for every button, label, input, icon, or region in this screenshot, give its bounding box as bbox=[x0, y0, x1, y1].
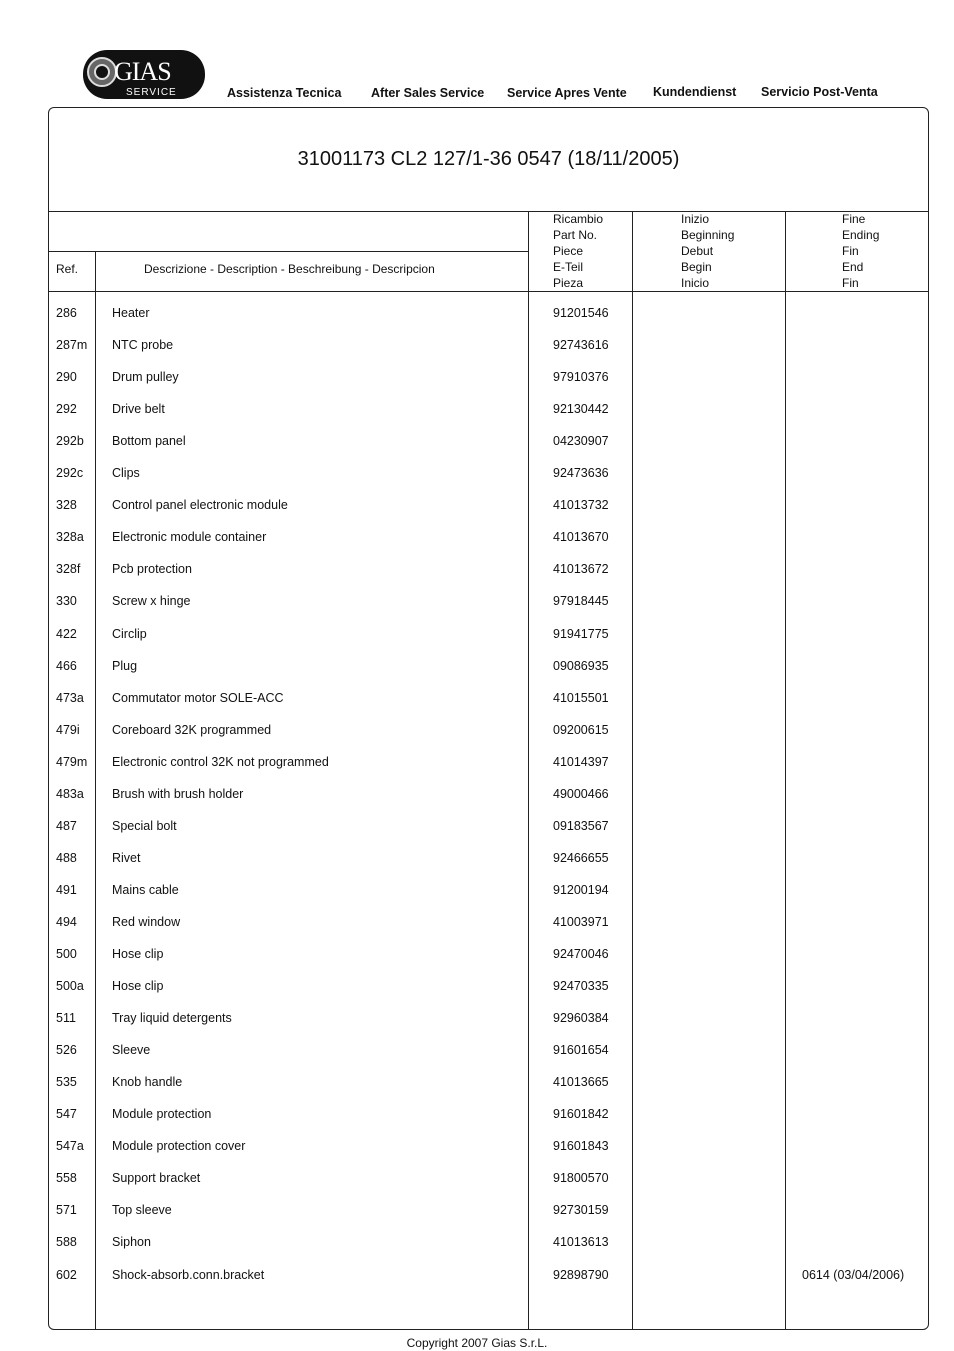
row-ref: 328 bbox=[56, 498, 77, 512]
row-part-number: 92730159 bbox=[553, 1203, 609, 1217]
part-column-divider bbox=[632, 211, 633, 1330]
row-description: Special bolt bbox=[112, 819, 177, 833]
beginning-column-divider bbox=[785, 211, 786, 1330]
header-label-es: Servicio Post-Venta bbox=[761, 85, 878, 99]
row-part-number: 91601654 bbox=[553, 1043, 609, 1057]
row-part-number: 92898790 bbox=[553, 1268, 609, 1282]
row-part-number: 41013613 bbox=[553, 1235, 609, 1249]
row-part-number: 41015501 bbox=[553, 691, 609, 705]
row-ref: 547 bbox=[56, 1107, 77, 1121]
row-part-number: 91200194 bbox=[553, 883, 609, 897]
row-description: Hose clip bbox=[112, 947, 164, 961]
row-ref: 588 bbox=[56, 1235, 77, 1249]
row-part-number: 41013672 bbox=[553, 562, 609, 576]
row-part-number: 91941775 bbox=[553, 627, 609, 641]
row-description: Pcb protection bbox=[112, 562, 192, 576]
column-header-description: Descrizione - Description - Beschreibung - Descripcion bbox=[144, 262, 435, 276]
column-header-ref: Ref. bbox=[56, 262, 79, 276]
row-ref: 558 bbox=[56, 1171, 77, 1185]
header-label-fr: Service Apres Vente bbox=[507, 86, 627, 100]
row-ref: 466 bbox=[56, 659, 77, 673]
row-part-number: 92130442 bbox=[553, 402, 609, 416]
row-ref: 292c bbox=[56, 466, 84, 480]
row-ref: 479m bbox=[56, 755, 88, 769]
row-part-number: 92960384 bbox=[553, 1011, 609, 1025]
row-ref: 473a bbox=[56, 691, 84, 705]
row-part-number: 41013665 bbox=[553, 1075, 609, 1089]
row-ref: 292 bbox=[56, 402, 77, 416]
column-header-ending: Fine Ending Fin End Fin bbox=[842, 212, 880, 290]
header-bottom-divider bbox=[48, 291, 929, 292]
row-description: Heater bbox=[112, 306, 150, 320]
row-description: Mains cable bbox=[112, 883, 179, 897]
row-description: Sleeve bbox=[112, 1043, 151, 1057]
row-description: Drum pulley bbox=[112, 370, 179, 384]
row-part-number: 04230907 bbox=[553, 434, 609, 448]
row-part-number: 91800570 bbox=[553, 1171, 609, 1185]
header-label-it: Assistenza Tecnica bbox=[227, 86, 342, 100]
row-part-number: 92743616 bbox=[553, 338, 609, 352]
row-description: Red window bbox=[112, 915, 181, 929]
row-ref: 483a bbox=[56, 787, 84, 801]
row-part-number: 41014397 bbox=[553, 755, 609, 769]
row-part-number: 92470046 bbox=[553, 947, 609, 961]
row-description: Rivet bbox=[112, 851, 141, 865]
logo-service-text: SERVICE bbox=[126, 87, 177, 98]
row-ref: 487 bbox=[56, 819, 77, 833]
row-part-number: 09200615 bbox=[553, 723, 609, 737]
title-divider bbox=[48, 211, 929, 212]
row-description: Module protection cover bbox=[112, 1139, 246, 1153]
row-ref: 328f bbox=[56, 562, 81, 576]
row-description: Commutator motor SOLE-ACC bbox=[112, 691, 284, 705]
row-part-number: 41013670 bbox=[553, 530, 609, 544]
column-header-beginning: Inizio Beginning Debut Begin Inicio bbox=[681, 212, 735, 290]
row-description: Circlip bbox=[112, 627, 147, 641]
row-description: Control panel electronic module bbox=[112, 498, 288, 512]
description-column-divider bbox=[528, 211, 529, 1330]
gias-service-logo bbox=[82, 49, 206, 100]
row-ref: 500a bbox=[56, 979, 84, 993]
row-ref: 494 bbox=[56, 915, 77, 929]
row-ref: 491 bbox=[56, 883, 77, 897]
row-ref: 602 bbox=[56, 1268, 77, 1282]
header-inner-divider bbox=[48, 251, 529, 252]
column-header-part-no: Ricambio Part No. Piece E-Teil Pieza bbox=[553, 212, 604, 290]
row-part-number: 91601842 bbox=[553, 1107, 609, 1121]
row-ending: 0614 (03/04/2006) bbox=[802, 1268, 905, 1282]
row-ref: 500 bbox=[56, 947, 77, 961]
row-description: Support bracket bbox=[112, 1171, 201, 1185]
row-part-number: 41013732 bbox=[553, 498, 609, 512]
copyright-notice: Copyright 2007 Gias S.r.L. bbox=[406, 1336, 548, 1350]
row-part-number: 97918445 bbox=[553, 594, 609, 608]
row-description: Electronic control 32K not programmed bbox=[112, 755, 329, 769]
row-part-number: 97910376 bbox=[553, 370, 609, 384]
row-ref: 290 bbox=[56, 370, 77, 384]
row-ref: 328a bbox=[56, 530, 84, 544]
row-description: Drive belt bbox=[112, 402, 165, 416]
row-ref: 571 bbox=[56, 1203, 77, 1217]
row-part-number: 09183567 bbox=[553, 819, 609, 833]
row-ref: 511 bbox=[56, 1011, 76, 1025]
row-description: Brush with brush holder bbox=[112, 787, 244, 801]
row-description: Electronic module container bbox=[112, 530, 267, 544]
row-ref: 292b bbox=[56, 434, 84, 448]
header-label-de: Kundendienst bbox=[653, 85, 737, 99]
row-description: Module protection bbox=[112, 1107, 212, 1121]
row-description: NTC probe bbox=[112, 338, 174, 352]
row-part-number: 92470335 bbox=[553, 979, 609, 993]
row-ref: 488 bbox=[56, 851, 77, 865]
row-description: Coreboard 32K programmed bbox=[112, 723, 272, 737]
document-title: 31001173 CL2 127/1-36 0547 (18/11/2005) bbox=[297, 148, 680, 170]
row-part-number: 49000466 bbox=[553, 787, 609, 801]
row-description: Knob handle bbox=[112, 1075, 183, 1089]
row-description: Clips bbox=[112, 466, 140, 480]
row-part-number: 92466655 bbox=[553, 851, 609, 865]
row-ref: 286 bbox=[56, 306, 77, 320]
row-ref: 547a bbox=[56, 1139, 84, 1153]
row-description: Screw x hinge bbox=[112, 594, 191, 608]
row-part-number: 09086935 bbox=[553, 659, 609, 673]
row-description: Hose clip bbox=[112, 979, 164, 993]
row-ref: 535 bbox=[56, 1075, 77, 1089]
row-part-number: 91601843 bbox=[553, 1139, 609, 1153]
row-description: Tray liquid detergents bbox=[112, 1011, 232, 1025]
row-part-number: 91201546 bbox=[553, 306, 609, 320]
row-description: Top sleeve bbox=[112, 1203, 172, 1217]
ref-column-divider bbox=[95, 251, 96, 1330]
row-ref: 330 bbox=[56, 594, 77, 608]
row-part-number: 92473636 bbox=[553, 466, 609, 480]
row-ref: 526 bbox=[56, 1043, 77, 1057]
row-description: Bottom panel bbox=[112, 434, 186, 448]
row-ref: 479i bbox=[56, 723, 80, 737]
header-label-en: After Sales Service bbox=[371, 86, 485, 100]
row-part-number: 41003971 bbox=[553, 915, 609, 929]
row-description: Plug bbox=[112, 659, 138, 673]
logo-brand-text: GIAS bbox=[114, 57, 171, 86]
row-description: Shock-absorb.conn.bracket bbox=[112, 1268, 265, 1282]
row-description: Siphon bbox=[112, 1235, 151, 1249]
row-ref: 422 bbox=[56, 627, 77, 641]
row-ref: 287m bbox=[56, 338, 88, 352]
